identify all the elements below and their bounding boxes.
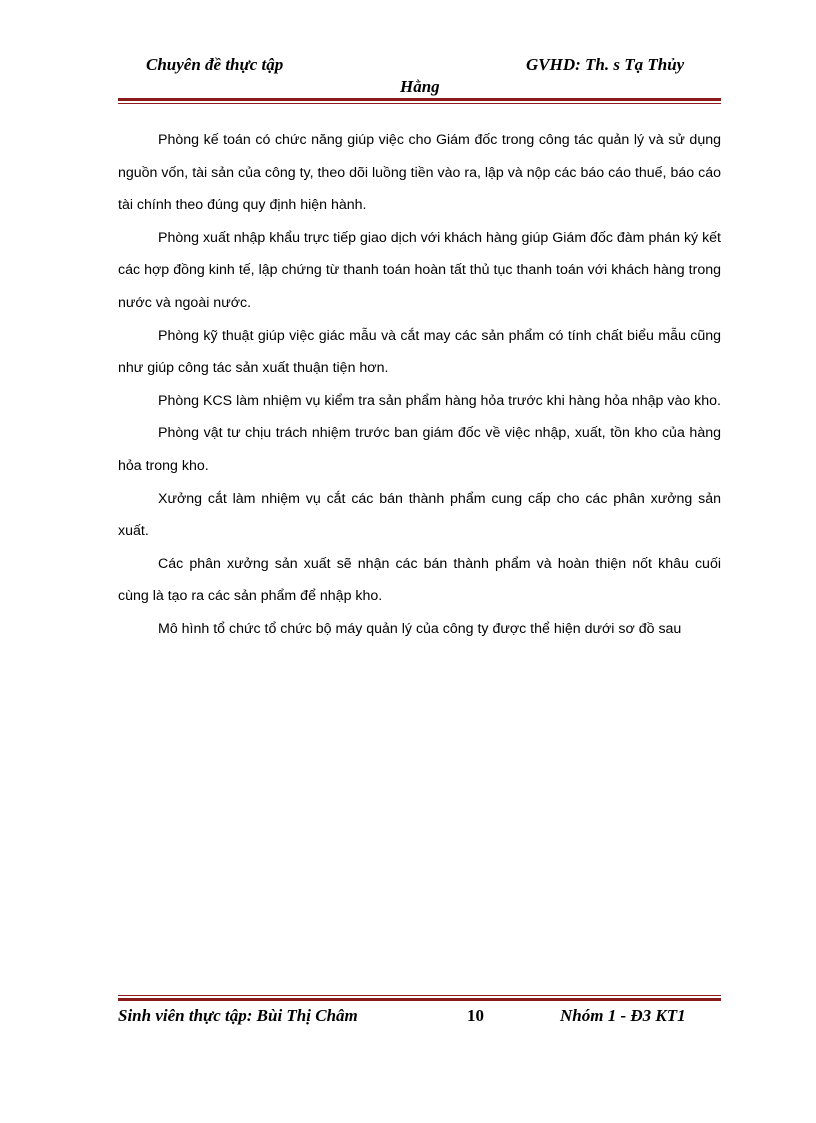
paragraph-import-export: Phòng xuất nhập khẩu trực tiếp giao dịch với khách hàng giúp Giám đốc đàm phán ký kết các hợp đồng kinh tế, lập chứng từ thanh toán hoàn tất thủ tục thanh toán với khách hàng trong nước và ngoài nước. [118,229,721,311]
paragraph-cutting-workshop: Xưởng cắt làm nhiệm vụ cắt các bán thành phẩm cung cấp cho các phân xưởng sản xuất. [118,490,721,540]
paragraph-accounting: Phòng kế toán có chức năng giúp việc cho Giám đốc trong công tác quản lý và sử dụng nguồn vốn, tài sản của công ty, theo dõi luồng tiền vào ra, lập và nộp các báo cáo thuế, báo cáo tài chính theo đúng quy định hiện hành. [118,132,721,214]
page-number: 10 [467,1006,484,1025]
paragraph-kcs: Phòng KCS làm nhiệm vụ kiểm tra sản phẩm hàng hỏa trước khi hàng hỏa nhập vào kho. [158,392,721,409]
header-title: Chuyên đề thực tập [146,55,284,74]
paragraph-production-workshops: Các phân xưởng sản xuất sẽ nhận các bán thành phẩm và hoàn thiện nốt khâu cuối cùng là tạo ra các sản phẩm để nhập kho. [118,555,721,605]
footer-group: Nhóm 1 - Đ3 KT1 [560,1006,686,1025]
header-supervisor-continuation: Hằng [400,77,440,96]
paragraph-materials: Phòng vật tư chịu trách nhiệm trước ban giám đốc về việc nhập, xuất, tồn kho của hàng hỏa trong kho. [118,425,721,474]
footer-rule-thick [118,998,721,1001]
footer-student: Sinh viên thực tập: Bùi Thị Châm [118,1006,358,1025]
header-rule-thin [118,103,721,104]
body-text [118,124,721,646]
header-rule-thick [118,98,721,101]
header-supervisor: GVHD: Th. s Tạ Thủy [526,55,685,74]
paragraph-technical: Phòng kỹ thuật giúp việc giác mẫu và cắt may các sản phẩm có tính chất biểu mẫu cũng như giúp công tác sản xuất thuận tiện hơn. [118,327,721,377]
footer-rule-thin [118,995,721,996]
paragraph-org-model: Mô hình tổ chức tổ chức bộ máy quản lý của công ty được thể hiện dưới sơ đồ sau [158,620,682,637]
